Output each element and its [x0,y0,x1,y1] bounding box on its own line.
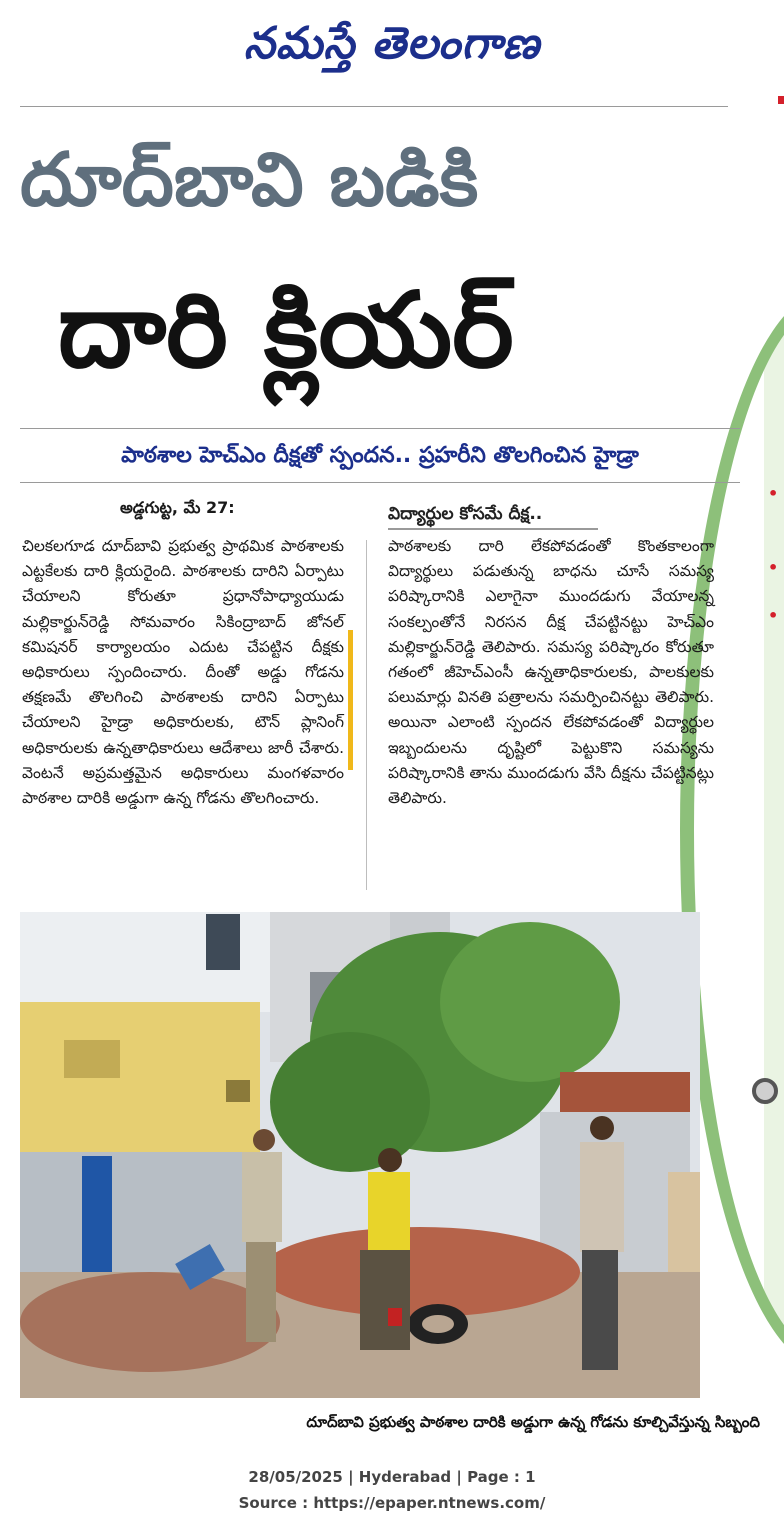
red-corner-mark [778,96,784,104]
footer-date-edition: 28/05/2025 | Hyderabad | Page : 1 [248,1468,536,1486]
side-ad-mark-2: • [768,558,779,577]
side-ad-mark-3: • [768,606,779,625]
photo-caption: దూద్‌బావి ప్రభుత్వ పాఠశాల దారికి అడ్డుగా ఉన్న గోడను కూల్చివేస్తున్న సిబ్బంది [306,1413,760,1431]
article-column-2: పాఠశాలకు దారి లేకపోవడంతో కొంతకాలంగా విద్యార్థులు పడుతున్న బాధను చూసే సమస్య పరిష్కారానికి ఎలాగైనా ముందడుగు వేయాలన్న సంకల్పంతోనే నిరసన దీక్ష చేపట్టినట్టు హెచ్‌ఎం మల్లికార్జున్‌రెడ్డి తెలిపారు. సమస్య పరిష్కారం కోరుతూ గతంలో జీహెచ్‌ఎంసీ ఉన్నతాధికారులకు, పాలకులకు పలుమార్లు వినతి పత్రాలను సమర్పించినట్టు తెలిపారు. అయినా ఎలాంటి స్పందన లేకపోవడంతో విద్యార్థుల ఇబ్బందులను దృష్టిలో పెట్టుకొని సమస్యను పరిష్కారానికి తాను ముందడుగు వేసి దీక్షను చేపట్టినట్లు తెలిపారు. [388,537,714,808]
news-photo [20,912,700,1398]
article-column-1: చిలకలగూడ దూద్‌బావి ప్రభుత్వ ప్రాథమిక పాఠశాలకు ఎట్టకేలకు దారి క్లియరైంది. పాఠశాలకు దారిని ఏర్పాటు చేయాలని కోరుతూ ప్రధానోపాధ్యాయుడు మల్లికార్జున్‌రెడ్డి సోమవారం సికింద్రాబాద్‌ జోనల్‌ కమిషనర్‌ కార్యాలయం ఎదుట చేపట్టిన దీక్షకు అధికారులు స్పందించారు. దీంతో అడ్డు గోడను తక్షణమే తొలగించి పాఠశాలకు దారిని ఏర్పాటు చేయాలని హైడ్రా అధికారులకు, టౌన్‌ ప్లానింగ్‌ అధికారులకు ఉన్నతాధికారులు ఆదేశాలు జారీ చేశారు. వెంటనే అప్రమత్తమైన అధికారులు మంగళవారం పాఠశాల దారికి అడ్డుగా ఉన్న గోడను తొలగించారు. [22,537,344,808]
subheadline-top-rule [20,428,740,429]
subsection-title: విద్యార్థుల కోసమే దీక్ష.. [388,500,598,530]
newspaper-masthead: నమస్తే తెలంగాణ [243,18,541,69]
headline-line-2: దారి క్లియర్‌ [58,269,514,391]
dateline: అడ్డగుట్ట, మే 27: [120,498,235,517]
footer-source: Source : https://epaper.ntnews.com/ [238,1494,546,1512]
subheadline-bottom-rule [20,482,740,483]
masthead-divider [20,106,728,107]
headline-line-1: దూద్‌బావి బడికి [20,137,479,223]
column-accent-bar [348,630,353,770]
news-photo-illustration [20,912,700,1398]
side-ad-circle-icon [752,1078,778,1104]
column-divider [366,540,367,890]
side-ad-mark-1: • [768,484,779,503]
subheadline: పాఠశాల హెచ్‌ఎం దీక్షతో స్పందన.. ప్రహరీని తొలగించిన హైడ్రా [121,443,639,468]
